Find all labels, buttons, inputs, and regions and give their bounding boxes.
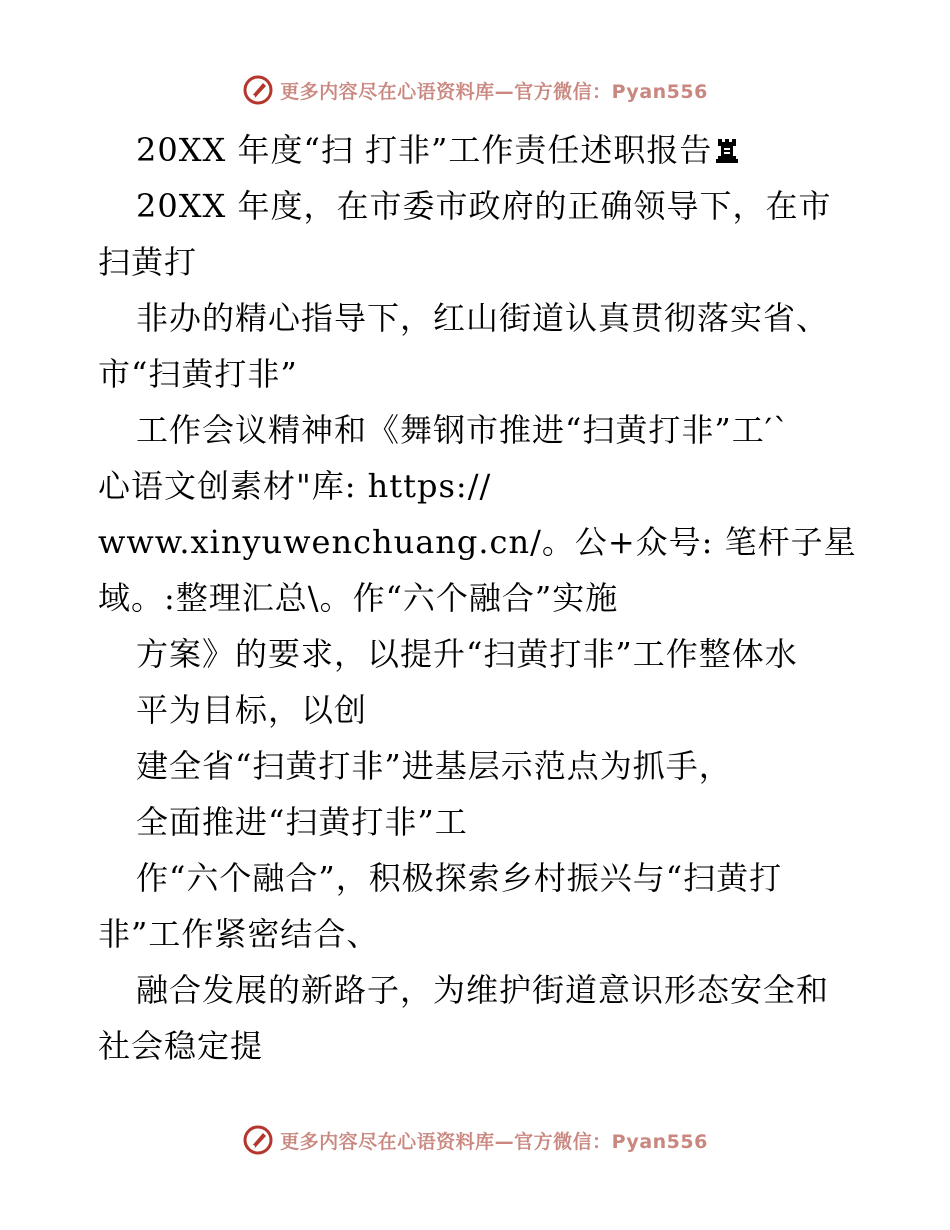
- watermark-header: [0, 70, 950, 110]
- document-body: [98, 122, 868, 1074]
- rook-icon: [716, 138, 738, 164]
- paragraph-line: 非”工作紧密结合、: [98, 915, 380, 953]
- paragraph-line: 平为目标，以创: [136, 691, 368, 729]
- paragraph-line: 域。:整理汇总\。作“六个融合”实施: [98, 579, 619, 617]
- paragraph-line: 融合发展的新路子，为维护街道意识形态安全和: [136, 971, 830, 1009]
- paragraph-line: 非办的精心指导下，红山街道认真贯彻落实省、: [136, 299, 830, 337]
- paragraph-line: 建全省“扫黄打非”进基层示范点为抓手，: [136, 747, 732, 785]
- paragraph-line: www.xinyuwenchuang.cn/。公+众号: 笔杆子星: [98, 523, 857, 561]
- watermark-text: 更多内容尽在心语资料库—官方微信：Pyan556: [280, 80, 708, 103]
- pen-logo-icon: [242, 74, 274, 106]
- paragraph-line: 市“扫黄打非”: [98, 355, 298, 393]
- paragraph-line: 社会稳定提: [98, 1027, 264, 1065]
- watermark-text: 更多内容尽在心语资料库—官方微信：Pyan556: [280, 1130, 708, 1153]
- paragraph-line: 20XX 年度，在市委市政府的正确领导下，在市: [136, 187, 832, 225]
- pen-logo-icon: [242, 1124, 274, 1156]
- watermark-footer: [0, 1120, 950, 1160]
- paragraph-line: 方案》的要求，以提升“扫黄打非”工作整体水: [136, 635, 798, 673]
- paragraph-line: 作“六个融合”，积极探索乡村振兴与“扫黄打: [136, 859, 783, 897]
- document-title: 20XX 年度“扫 打非”工作责任述职报告: [98, 122, 868, 178]
- paragraph-line: 工作会议精神和《舞钢市推进“扫黄打非”工′`: [136, 411, 790, 449]
- paragraph-line: 扫黄打: [98, 243, 198, 281]
- paragraph-line: 全面推进“扫黄打非”工: [136, 803, 468, 841]
- paragraph-line: 心语文创素材"库: https://: [98, 467, 492, 505]
